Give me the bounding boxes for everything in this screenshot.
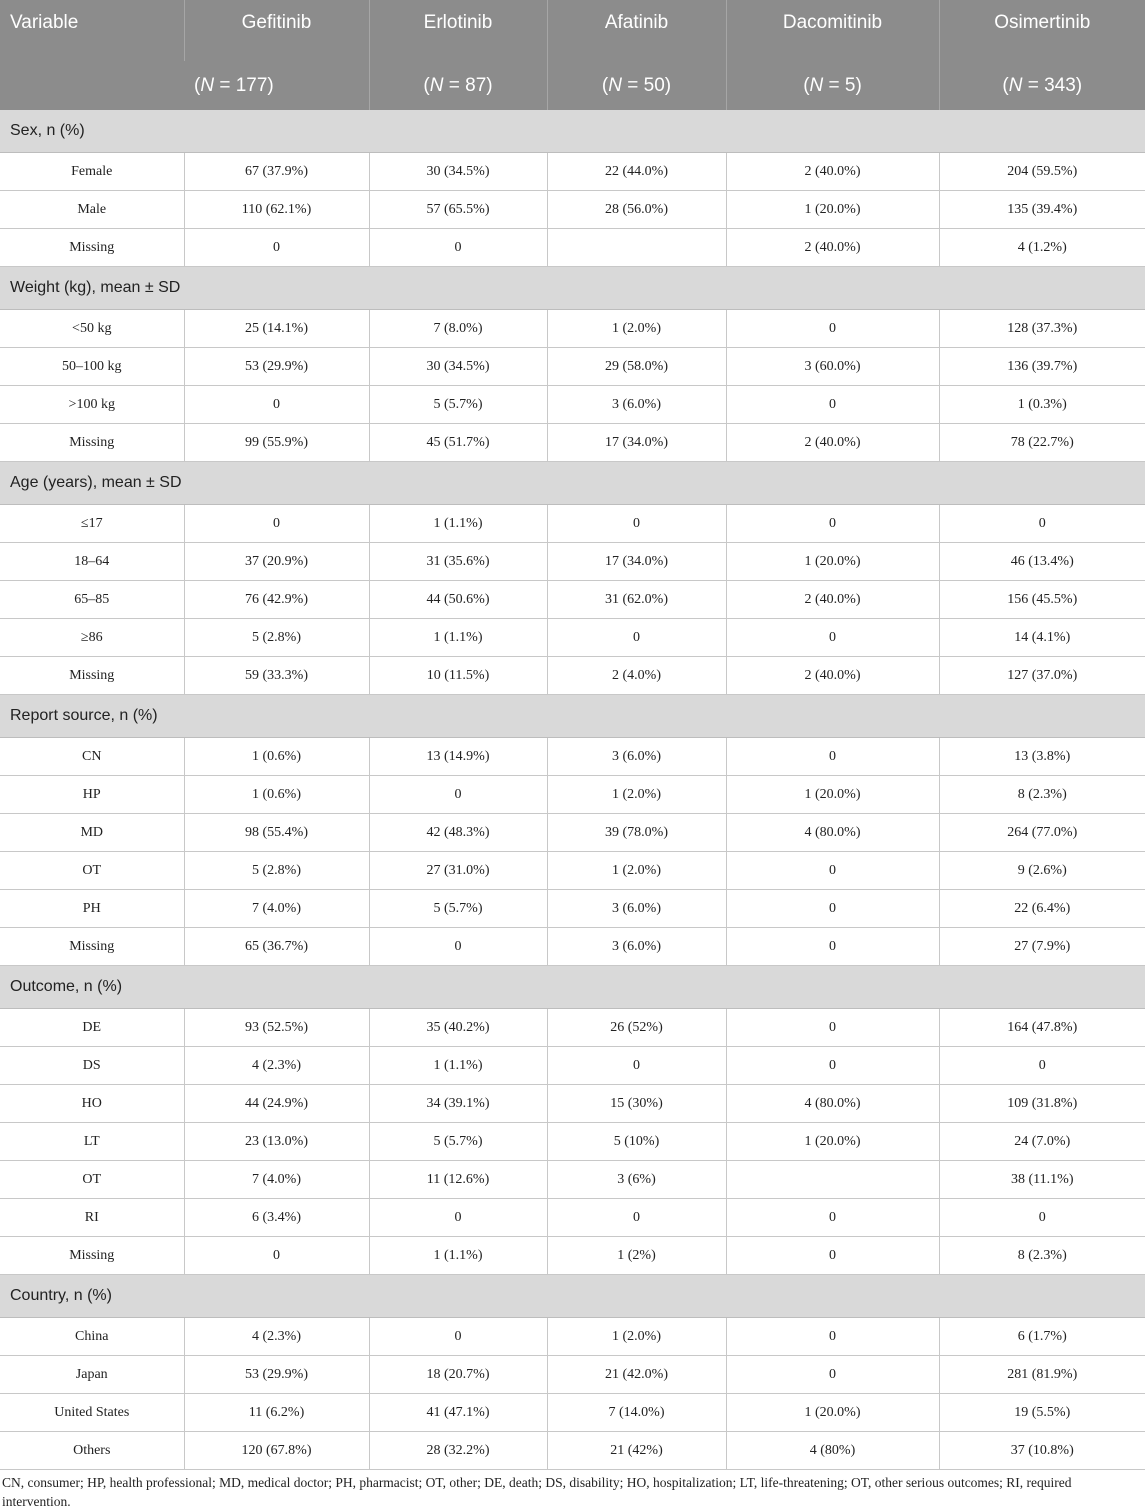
table-cell: 34 (39.1%) — [369, 1085, 547, 1123]
group-title: Country, n (%) — [0, 1275, 1145, 1318]
table-cell: 10 (11.5%) — [369, 657, 547, 695]
table-row — [0, 348, 1145, 386]
table-cell: 1 (20.0%) — [726, 776, 939, 814]
row-label: Missing — [0, 657, 184, 695]
table-cell: 8 (2.3%) — [939, 1237, 1145, 1275]
table-cell: 5 (10%) — [547, 1123, 726, 1161]
table-cell: 0 — [726, 890, 939, 928]
table-row — [0, 386, 1145, 424]
table-cell: 0 — [939, 505, 1145, 543]
table-cell: 0 — [547, 1199, 726, 1237]
group-title: Outcome, n (%) — [0, 966, 1145, 1009]
table-cell: 0 — [726, 619, 939, 657]
table-cell: 2 (40.0%) — [726, 581, 939, 619]
header-variable: Variable — [0, 0, 184, 110]
row-label: United States — [0, 1394, 184, 1432]
table-cell: 0 — [184, 1237, 369, 1275]
table-cell: 53 (29.9%) — [184, 348, 369, 386]
table-row — [0, 928, 1145, 966]
header-sample-size: (N = 343) — [939, 61, 1145, 110]
group-header-row — [0, 1275, 1145, 1318]
group-title: Sex, n (%) — [0, 110, 1145, 153]
table-cell: 22 (6.4%) — [939, 890, 1145, 928]
table-row — [0, 310, 1145, 348]
table-row — [0, 657, 1145, 695]
row-label: OT — [0, 1161, 184, 1199]
table-cell: 41 (47.1%) — [369, 1394, 547, 1432]
row-label: Japan — [0, 1356, 184, 1394]
table-cell: 45 (51.7%) — [369, 424, 547, 462]
row-label: Female — [0, 153, 184, 191]
table-cell: 3 (6.0%) — [547, 890, 726, 928]
table-body — [0, 110, 1145, 1470]
table-cell: 0 — [939, 1199, 1145, 1237]
table-cell: 93 (52.5%) — [184, 1009, 369, 1047]
header-drug-name: Dacomitinib — [726, 0, 939, 61]
group-title: Report source, n (%) — [0, 695, 1145, 738]
table-row — [0, 1318, 1145, 1356]
table-row — [0, 1356, 1145, 1394]
table-cell: 1 (20.0%) — [726, 191, 939, 229]
table-cell: 53 (29.9%) — [184, 1356, 369, 1394]
table-cell: 5 (5.7%) — [369, 890, 547, 928]
table-cell: 8 (2.3%) — [939, 776, 1145, 814]
table-cell: 1 (2%) — [547, 1237, 726, 1275]
table-cell: 0 — [726, 1199, 939, 1237]
header-sample-size: (N = 87) — [369, 61, 547, 110]
table-cell: 0 — [726, 1009, 939, 1047]
table-cell: 27 (7.9%) — [939, 928, 1145, 966]
table-cell: 17 (34.0%) — [547, 424, 726, 462]
table-cell: 1 (1.1%) — [369, 505, 547, 543]
table-cell: 136 (39.7%) — [939, 348, 1145, 386]
row-label: HO — [0, 1085, 184, 1123]
table-row — [0, 424, 1145, 462]
table-row — [0, 543, 1145, 581]
table-cell: 24 (7.0%) — [939, 1123, 1145, 1161]
table-cell: 57 (65.5%) — [369, 191, 547, 229]
table-cell: 4 (2.3%) — [184, 1318, 369, 1356]
table-row — [0, 1161, 1145, 1199]
table-cell: 0 — [726, 1318, 939, 1356]
table-cell: 30 (34.5%) — [369, 348, 547, 386]
table-cell: 0 — [184, 505, 369, 543]
table-cell: 3 (60.0%) — [726, 348, 939, 386]
table-cell: 264 (77.0%) — [939, 814, 1145, 852]
row-label: ≤17 — [0, 505, 184, 543]
group-header-row — [0, 966, 1145, 1009]
row-label: ≥86 — [0, 619, 184, 657]
table-cell: 5 (5.7%) — [369, 386, 547, 424]
table-cell: 1 (20.0%) — [726, 1394, 939, 1432]
table-cell: 19 (5.5%) — [939, 1394, 1145, 1432]
row-label: Male — [0, 191, 184, 229]
table-cell: 17 (34.0%) — [547, 543, 726, 581]
table-cell: 0 — [939, 1047, 1145, 1085]
row-label: RI — [0, 1199, 184, 1237]
table-cell: 0 — [726, 310, 939, 348]
table-cell: 3 (6.0%) — [547, 738, 726, 776]
table-cell: 1 (0.3%) — [939, 386, 1145, 424]
table-cell: 7 (4.0%) — [184, 890, 369, 928]
table-cell: 0 — [547, 505, 726, 543]
table-cell: 0 — [726, 505, 939, 543]
table-cell: 1 (2.0%) — [547, 852, 726, 890]
table-cell: 0 — [726, 1356, 939, 1394]
table-row — [0, 191, 1145, 229]
header-sample-size: (N = 5) — [726, 61, 939, 110]
table-cell: 135 (39.4%) — [939, 191, 1145, 229]
table-row — [0, 814, 1145, 852]
table-row — [0, 1394, 1145, 1432]
table-row — [0, 1009, 1145, 1047]
table-cell: 29 (58.0%) — [547, 348, 726, 386]
table-cell: 5 (2.8%) — [184, 852, 369, 890]
table-cell: 21 (42%) — [547, 1432, 726, 1470]
table-cell: 0 — [369, 928, 547, 966]
group-header-row — [0, 110, 1145, 153]
table-cell: 0 — [547, 619, 726, 657]
table-cell: 44 (24.9%) — [184, 1085, 369, 1123]
table-cell: 26 (52%) — [547, 1009, 726, 1047]
table-cell: 22 (44.0%) — [547, 153, 726, 191]
table-row — [0, 229, 1145, 267]
row-label: Missing — [0, 928, 184, 966]
table-row — [0, 1123, 1145, 1161]
table-cell: 4 (80%) — [726, 1432, 939, 1470]
table-row — [0, 1432, 1145, 1470]
table-cell: 0 — [726, 928, 939, 966]
table-cell: 156 (45.5%) — [939, 581, 1145, 619]
table-cell: 37 (20.9%) — [184, 543, 369, 581]
header-drug-name: Erlotinib — [369, 0, 547, 61]
table-cell: 4 (1.2%) — [939, 229, 1145, 267]
table-cell: 0 — [184, 229, 369, 267]
table-cell: 25 (14.1%) — [184, 310, 369, 348]
table-cell: 1 (2.0%) — [547, 310, 726, 348]
table-cell: 1 (1.1%) — [369, 1047, 547, 1085]
table-cell: 4 (2.3%) — [184, 1047, 369, 1085]
table-cell: 6 (1.7%) — [939, 1318, 1145, 1356]
table-cell: 0 — [547, 1047, 726, 1085]
table-cell: 98 (55.4%) — [184, 814, 369, 852]
table-cell: 0 — [369, 1318, 547, 1356]
table-cell: 59 (33.3%) — [184, 657, 369, 695]
table-row — [0, 581, 1145, 619]
table-cell: 0 — [726, 1047, 939, 1085]
table-cell: 127 (37.0%) — [939, 657, 1145, 695]
table-cell: 0 — [369, 776, 547, 814]
row-label: Missing — [0, 1237, 184, 1275]
table-cell: 1 (0.6%) — [184, 738, 369, 776]
table-cell: 38 (11.1%) — [939, 1161, 1145, 1199]
table-cell: 0 — [726, 852, 939, 890]
group-title: Age (years), mean ± SD — [0, 462, 1145, 505]
header-sample-size: (N = 50) — [547, 61, 726, 110]
group-title: Weight (kg), mean ± SD — [0, 267, 1145, 310]
table-cell: 11 (12.6%) — [369, 1161, 547, 1199]
table-row — [0, 1047, 1145, 1085]
group-header-row — [0, 267, 1145, 310]
table-cell: 65 (36.7%) — [184, 928, 369, 966]
table-cell: 1 (1.1%) — [369, 619, 547, 657]
table-cell: 7 (4.0%) — [184, 1161, 369, 1199]
table-cell: 204 (59.5%) — [939, 153, 1145, 191]
table-cell: 31 (35.6%) — [369, 543, 547, 581]
table-cell: 23 (13.0%) — [184, 1123, 369, 1161]
table-cell: 1 (20.0%) — [726, 1123, 939, 1161]
row-label: Others — [0, 1432, 184, 1470]
row-label: China — [0, 1318, 184, 1356]
table-cell: 3 (6%) — [547, 1161, 726, 1199]
table-cell: 28 (56.0%) — [547, 191, 726, 229]
header-drug-name: Afatinib — [547, 0, 726, 61]
table-cell: 31 (62.0%) — [547, 581, 726, 619]
table-footnote: CN, consumer; HP, health professional; MD, medical doctor; PH, pharmacist; OT, other; DE, death; DS, disability; HO, hospitalization; LT, life-threatening; OT, other serious outcomes; RI, required intervention. — [2, 1475, 1072, 1509]
table-cell: 7 (14.0%) — [547, 1394, 726, 1432]
table-row — [0, 738, 1145, 776]
table-cell: 1 (0.6%) — [184, 776, 369, 814]
table-cell: 78 (22.7%) — [939, 424, 1145, 462]
table-cell: 76 (42.9%) — [184, 581, 369, 619]
table-cell: 164 (47.8%) — [939, 1009, 1145, 1047]
table-cell: 1 (2.0%) — [547, 776, 726, 814]
table-cell: 13 (3.8%) — [939, 738, 1145, 776]
header-drug-name: Osimertinib — [939, 0, 1145, 61]
table-cell: 18 (20.7%) — [369, 1356, 547, 1394]
table-cell: 1 (1.1%) — [369, 1237, 547, 1275]
table-cell: 4 (80.0%) — [726, 1085, 939, 1123]
table-cell — [726, 1161, 939, 1199]
table-cell: 99 (55.9%) — [184, 424, 369, 462]
table-cell: 27 (31.0%) — [369, 852, 547, 890]
table-cell: 0 — [726, 1237, 939, 1275]
row-label: OT — [0, 852, 184, 890]
row-label: <50 kg — [0, 310, 184, 348]
table-cell: 11 (6.2%) — [184, 1394, 369, 1432]
row-label: Missing — [0, 229, 184, 267]
table-cell — [547, 229, 726, 267]
table-row — [0, 890, 1145, 928]
table-cell: 110 (62.1%) — [184, 191, 369, 229]
table-cell: 109 (31.8%) — [939, 1085, 1145, 1123]
table-cell: 37 (10.8%) — [939, 1432, 1145, 1470]
row-label: 18–64 — [0, 543, 184, 581]
table-cell: 39 (78.0%) — [547, 814, 726, 852]
table-cell: 67 (37.9%) — [184, 153, 369, 191]
table-cell: 2 (40.0%) — [726, 153, 939, 191]
table-cell: 35 (40.2%) — [369, 1009, 547, 1047]
table-row — [0, 619, 1145, 657]
table-cell: 120 (67.8%) — [184, 1432, 369, 1470]
table-cell: 14 (4.1%) — [939, 619, 1145, 657]
table-cell: 1 (20.0%) — [726, 543, 939, 581]
row-label: CN — [0, 738, 184, 776]
row-label: Missing — [0, 424, 184, 462]
table-row — [0, 505, 1145, 543]
header-sample-size: (N = 177) — [184, 61, 369, 110]
table-cell: 44 (50.6%) — [369, 581, 547, 619]
table-cell: 2 (40.0%) — [726, 657, 939, 695]
group-header-row — [0, 695, 1145, 738]
row-label: HP — [0, 776, 184, 814]
table-cell: 15 (30%) — [547, 1085, 726, 1123]
table-row — [0, 1199, 1145, 1237]
row-label: >100 kg — [0, 386, 184, 424]
table-cell: 2 (40.0%) — [726, 229, 939, 267]
table-cell: 281 (81.9%) — [939, 1356, 1145, 1394]
table-row — [0, 1237, 1145, 1275]
table-cell: 30 (34.5%) — [369, 153, 547, 191]
table-row — [0, 153, 1145, 191]
table-cell: 5 (2.8%) — [184, 619, 369, 657]
table-cell: 0 — [369, 1199, 547, 1237]
table-cell: 3 (6.0%) — [547, 928, 726, 966]
table-cell: 2 (4.0%) — [547, 657, 726, 695]
table-cell: 4 (80.0%) — [726, 814, 939, 852]
table-cell: 0 — [369, 229, 547, 267]
table-row — [0, 776, 1145, 814]
row-label: DS — [0, 1047, 184, 1085]
table-row — [0, 1085, 1145, 1123]
table-cell: 0 — [726, 386, 939, 424]
table-cell: 0 — [726, 738, 939, 776]
table-cell: 128 (37.3%) — [939, 310, 1145, 348]
row-label: DE — [0, 1009, 184, 1047]
table-cell: 2 (40.0%) — [726, 424, 939, 462]
table-cell: 6 (3.4%) — [184, 1199, 369, 1237]
table-cell: 9 (2.6%) — [939, 852, 1145, 890]
table-cell: 1 (2.0%) — [547, 1318, 726, 1356]
header-row-drug-names — [0, 0, 1145, 61]
row-label: PH — [0, 890, 184, 928]
table-cell: 0 — [184, 386, 369, 424]
table-cell: 42 (48.3%) — [369, 814, 547, 852]
header-drug-name: Gefitinib — [184, 0, 369, 61]
table-row — [0, 852, 1145, 890]
table-cell: 46 (13.4%) — [939, 543, 1145, 581]
table-cell: 28 (32.2%) — [369, 1432, 547, 1470]
table-cell: 13 (14.9%) — [369, 738, 547, 776]
row-label: 65–85 — [0, 581, 184, 619]
row-label: 50–100 kg — [0, 348, 184, 386]
row-label: LT — [0, 1123, 184, 1161]
table-cell: 5 (5.7%) — [369, 1123, 547, 1161]
group-header-row — [0, 462, 1145, 505]
table-cell: 21 (42.0%) — [547, 1356, 726, 1394]
row-label: MD — [0, 814, 184, 852]
table-cell: 7 (8.0%) — [369, 310, 547, 348]
table-cell: 3 (6.0%) — [547, 386, 726, 424]
